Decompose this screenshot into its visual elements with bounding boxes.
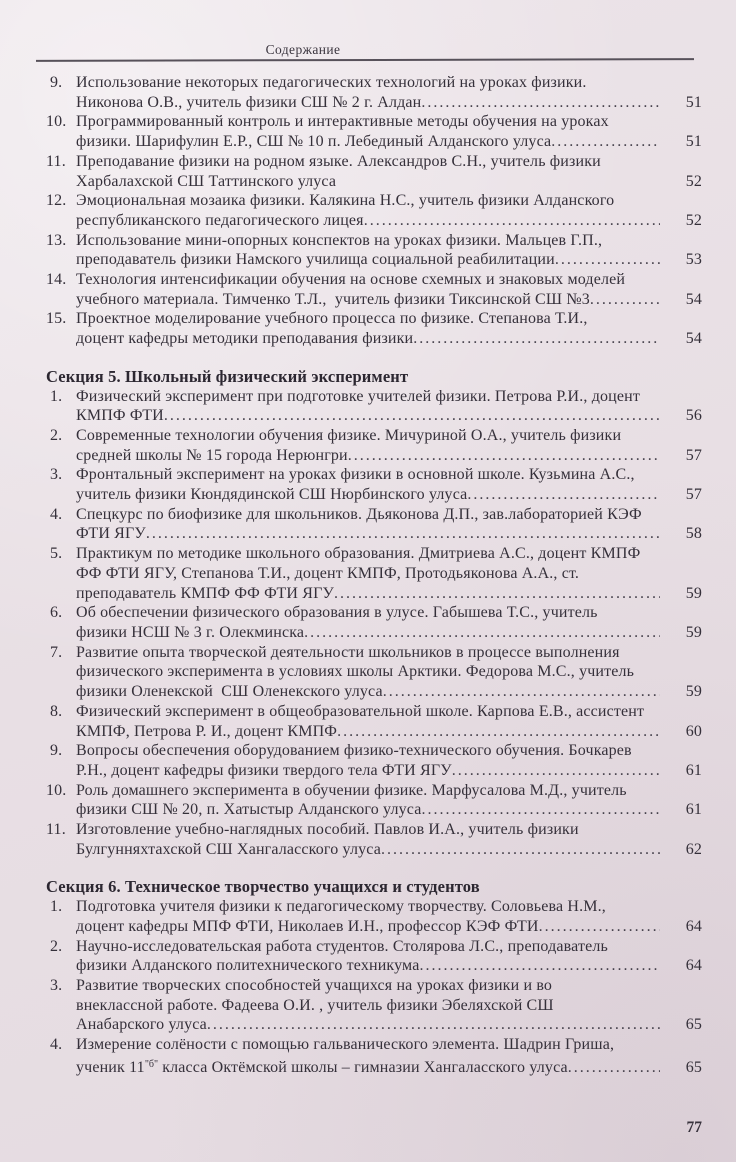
toc-entry bbox=[46, 426, 702, 465]
entry-text: учитель физики Кюндядинской СШ Нюрбинского улуса bbox=[76, 486, 468, 504]
entry-page-number: 57 bbox=[685, 446, 702, 464]
entry-number: 5. bbox=[50, 545, 63, 563]
table-of-contents bbox=[46, 66, 702, 1077]
entry-number: 13. bbox=[46, 231, 67, 249]
entry-text: КМПФ, Петрова Р. И., доцент КМПФ bbox=[76, 722, 338, 740]
toc-entry-line bbox=[76, 800, 702, 820]
section-heading: Секция 6. Техническое творчество учащихся и студентов bbox=[46, 877, 480, 897]
toc-entry-line bbox=[76, 524, 702, 544]
toc-entry bbox=[46, 309, 702, 348]
entry-text: Харбалахской СШ Таттинского улуса bbox=[76, 172, 337, 190]
entry-text: преподаватель КМПФ ФФ ФТИ ЯГУ bbox=[76, 584, 334, 602]
entry-page-number: 58 bbox=[685, 525, 702, 543]
section-heading: Секция 5. Школьный физический эксперимент bbox=[46, 366, 409, 386]
entry-text: Преподавание физики на родном языке. Александров С.Н., учитель физики bbox=[76, 152, 601, 170]
entry-page-number: 64 bbox=[685, 917, 702, 935]
entry-number: 14. bbox=[46, 271, 67, 289]
entry-text: средней школы № 15 города Нерюнгри bbox=[76, 446, 348, 464]
toc-entry bbox=[46, 505, 702, 544]
dot-leader bbox=[364, 211, 660, 231]
entry-text: Роль домашнего эксперимента в обучении физике. Марфусалова М.Д., учитель bbox=[76, 781, 627, 799]
dot-leader bbox=[304, 623, 660, 643]
dot-leader bbox=[348, 446, 660, 466]
entry-text: ФТИ ЯГУ bbox=[76, 525, 146, 543]
toc-entry-line bbox=[76, 250, 702, 270]
entry-number: 12. bbox=[46, 192, 67, 210]
entry-number: 2. bbox=[50, 426, 63, 444]
toc-entry-line bbox=[76, 231, 702, 251]
toc-entry-line bbox=[76, 112, 702, 132]
entry-page-number: 62 bbox=[685, 840, 702, 858]
toc-entry bbox=[46, 387, 702, 426]
toc-entry-line bbox=[76, 603, 702, 623]
entry-number: 11. bbox=[46, 821, 66, 839]
entry-page-number: 65 bbox=[685, 1058, 702, 1076]
entry-text: Научно-исследовательская работа студентов. Столярова Л.С., преподаватель bbox=[76, 937, 608, 955]
dot-leader bbox=[164, 406, 660, 426]
entry-number: 1. bbox=[50, 898, 63, 916]
entry-number: 9. bbox=[50, 742, 63, 760]
entry-number: 7. bbox=[50, 643, 63, 661]
entry-text: Р.Н., доцент кафедры физики твердого тела ФТИ ЯГУ bbox=[76, 761, 452, 779]
entry-page-number: 53 bbox=[685, 251, 702, 269]
entry-text: республиканского педагогического лицея bbox=[76, 211, 364, 229]
toc-entry-line bbox=[76, 387, 702, 407]
toc-entry-line bbox=[76, 820, 702, 840]
header-divider bbox=[36, 58, 694, 62]
entry-text: КМПФ ФТИ bbox=[76, 407, 164, 425]
dot-leader bbox=[421, 93, 660, 113]
entry-text: Программированный контроль и интерактивные методы обучения на уроках bbox=[76, 113, 609, 131]
toc-entry-line bbox=[76, 702, 702, 722]
dot-leader bbox=[381, 840, 660, 860]
toc-entry-line bbox=[76, 662, 702, 682]
toc-entry-line bbox=[76, 73, 702, 93]
entry-number: 11. bbox=[46, 152, 66, 170]
entry-text: Физический эксперимент при подготовке учителей физики. Петрова Р.И., доцент bbox=[76, 387, 640, 405]
toc-entry-line bbox=[76, 270, 702, 290]
toc-entry-line bbox=[76, 761, 702, 781]
toc-entry bbox=[46, 897, 702, 936]
toc-entry-line bbox=[76, 623, 702, 643]
toc-entry-line bbox=[76, 976, 702, 996]
toc-entry-line bbox=[76, 1015, 702, 1035]
toc-entry-line bbox=[76, 152, 702, 172]
dot-leader bbox=[383, 682, 660, 702]
toc-entry-line bbox=[76, 897, 702, 917]
entry-page-number: 56 bbox=[685, 407, 702, 425]
entry-page-number: 61 bbox=[685, 801, 702, 819]
entry-page-number: 52 bbox=[685, 211, 702, 229]
toc-entry-line bbox=[76, 682, 702, 702]
entry-text: доцент кафедры МПФ ФТИ, Николаев И.Н., профессор КЭФ ФТИ bbox=[76, 917, 539, 935]
entry-text: Проектное моделирование учебного процесса по физике. Степанова Т.И., bbox=[76, 310, 588, 328]
entry-text: Развитие творческих способностей учащихся на уроках физики и во bbox=[76, 976, 553, 994]
entry-number: 2. bbox=[50, 937, 63, 955]
dot-leader bbox=[590, 290, 660, 310]
entry-text: физики. Шарифулин Е.Р., СШ № 10 п. Лебединый Алданского улуса bbox=[76, 133, 552, 151]
dot-leader bbox=[413, 329, 660, 349]
entry-text: Спецкурс по биофизике для школьников. Дьяконова Д.П., зав.лабораторией КЭФ bbox=[76, 505, 642, 523]
entry-number: 9. bbox=[50, 74, 63, 91]
entry-number: 1. bbox=[50, 387, 63, 405]
entry-text: Никонова О.В., учитель физики СШ № 2 г. Алдан bbox=[76, 93, 422, 111]
toc-entry-line bbox=[76, 564, 702, 584]
entry-number: 6. bbox=[50, 604, 63, 622]
toc-entry bbox=[46, 741, 702, 780]
entry-text: Фронтальный эксперимент на уроках физики в основной школе. Кузьмина А.С., bbox=[76, 466, 635, 484]
toc-entry-line bbox=[76, 996, 702, 1016]
entry-text: физики СШ № 20, п. Хатыстыр Алданского улуса bbox=[76, 801, 422, 819]
entry-number: 4. bbox=[50, 505, 63, 523]
toc-entry-line bbox=[76, 840, 702, 860]
page-number: 77 bbox=[686, 1119, 702, 1136]
toc-entry bbox=[46, 702, 702, 741]
toc-entry-line bbox=[76, 584, 702, 604]
entry-page-number: 61 bbox=[685, 761, 702, 779]
toc-entry bbox=[46, 603, 702, 642]
entry-text: физики Алданского политехнического техникума bbox=[76, 957, 420, 975]
entry-page-number: 65 bbox=[685, 1016, 702, 1034]
entry-number: 10. bbox=[46, 781, 67, 799]
entry-text: Изготовление учебно-наглядных пособий. Павлов И.А., учитель физики bbox=[76, 821, 579, 839]
toc-entry-line bbox=[76, 544, 702, 564]
toc-entry-line bbox=[76, 1055, 702, 1078]
entry-text: внеклассной работе. Фадеева О.И. , учитель физики Эбеляхской СШ bbox=[76, 996, 554, 1014]
toc-entry bbox=[46, 643, 702, 702]
entry-text: Вопросы обеспечения оборудованием физико-технического обучения. Бочкарев bbox=[76, 742, 632, 760]
dot-leader bbox=[337, 722, 660, 742]
entry-text: ФФ ФТИ ЯГУ, Степанова Т.И., доцент КМПФ, Протодьяконова А.А., ст. bbox=[76, 564, 580, 582]
toc-entry bbox=[46, 73, 702, 112]
entry-page-number: 64 bbox=[685, 957, 702, 975]
dot-leader bbox=[146, 524, 660, 544]
toc-entry bbox=[46, 191, 702, 230]
dot-leader bbox=[467, 485, 660, 505]
toc-entry bbox=[46, 465, 702, 504]
toc-entry-line bbox=[76, 426, 702, 446]
entry-page-number: 51 bbox=[685, 133, 702, 151]
entry-text: ученик $11^{"б"}$ класса Октёмской школы – гимназии Хангаласского улуса bbox=[76, 1058, 568, 1076]
dot-leader bbox=[334, 584, 660, 604]
toc-entry-line bbox=[76, 781, 702, 801]
entry-number: 3. bbox=[50, 466, 63, 484]
dot-leader bbox=[568, 1058, 660, 1078]
toc-entry bbox=[46, 231, 702, 270]
entry-text: учебного материала. Тимченко Т.Л., учитель физики Тиксинской СШ №3 bbox=[76, 290, 590, 308]
toc-entry-line bbox=[76, 446, 702, 466]
toc-entry-line bbox=[76, 172, 702, 192]
entry-text: доцент кафедры методики преподавания физики bbox=[76, 330, 414, 348]
toc-entry-line bbox=[76, 211, 702, 231]
entry-text: преподаватель физики Намского училища социальной реабилитации bbox=[76, 251, 555, 269]
toc-entry bbox=[46, 1035, 702, 1077]
toc-entry-line bbox=[76, 956, 702, 976]
entry-number: 3. bbox=[50, 976, 63, 994]
entry-page-number: 54 bbox=[685, 290, 702, 308]
entry-text: Физический эксперимент в общеобразовательной школе. Карпова Е.В., ассистент bbox=[76, 702, 645, 720]
dot-leader bbox=[555, 250, 660, 270]
entry-text: Измерение солёности с помощью гальванического элемента. Шадрин Гриша, bbox=[76, 1036, 615, 1054]
dot-leader bbox=[421, 800, 660, 820]
dot-leader bbox=[452, 761, 660, 781]
entry-text: Развитие опыта творческой деятельности школьников в процессе выполнения bbox=[76, 643, 620, 661]
entry-page-number: 59 bbox=[685, 584, 702, 602]
toc-entry-line bbox=[76, 93, 702, 113]
toc-entry-line bbox=[76, 485, 702, 505]
page-header-title: Содержание bbox=[265, 42, 341, 57]
toc-entry-line bbox=[76, 465, 702, 485]
toc-entry bbox=[46, 820, 702, 859]
dot-leader bbox=[207, 1015, 660, 1035]
entry-text: Об обеспечении физического образования в улусе. Габышева Т.С., учитель bbox=[76, 604, 598, 622]
toc-entry bbox=[46, 937, 702, 976]
entry-page-number: 57 bbox=[685, 486, 702, 504]
entry-number: 15. bbox=[46, 310, 67, 328]
toc-entry-line bbox=[76, 132, 702, 152]
toc-entry-line bbox=[76, 191, 702, 211]
toc-entry-line bbox=[76, 309, 702, 329]
entry-text: Булгунняхтахской СШ Хангаласского улуса bbox=[76, 840, 381, 858]
entry-page-number: 59 bbox=[685, 623, 702, 641]
entry-text: Современные технологии обучения физике. Мичуриной О.А., учитель физики bbox=[76, 426, 622, 444]
entry-text: Эмоциональная мозаика физики. Калякина Н.С., учитель физики Алданского bbox=[76, 192, 615, 210]
entry-page-number: 59 bbox=[685, 683, 702, 701]
toc-entry-line bbox=[76, 329, 702, 349]
entry-text: Анабарского улуса bbox=[76, 1016, 207, 1034]
entry-number: 4. bbox=[50, 1036, 63, 1054]
toc-entry bbox=[46, 152, 702, 191]
entry-page-number: 52 bbox=[685, 172, 702, 190]
toc-entry-line bbox=[76, 741, 702, 761]
toc-entry-line bbox=[76, 643, 702, 663]
entry-text: физики НСШ № 3 г. Олекминска bbox=[76, 623, 305, 641]
entry-text: Практикум по методике школьного образования. Дмитриева А.С., доцент КМПФ bbox=[76, 545, 641, 563]
dot-leader bbox=[419, 956, 660, 976]
toc-entry bbox=[46, 112, 702, 151]
entry-number: 10. bbox=[46, 113, 67, 131]
toc-entry bbox=[46, 781, 702, 820]
entry-page-number: 51 bbox=[685, 93, 702, 111]
entry-text: физики Оленекской СШ Оленекского улуса bbox=[76, 683, 383, 701]
toc-entry-line bbox=[76, 290, 702, 310]
toc-entry bbox=[46, 544, 702, 603]
entry-text: Использование мини-опорных конспектов на уроках физики. Мальцев Г.П., bbox=[76, 231, 603, 249]
dot-leader bbox=[539, 917, 660, 937]
toc-entry-line bbox=[76, 505, 702, 525]
toc-entry-line bbox=[76, 722, 702, 742]
superscript-text: "б" bbox=[144, 1058, 159, 1070]
dot-leader bbox=[551, 132, 660, 152]
toc-entry-line bbox=[76, 937, 702, 957]
entry-text: физического эксперимента в условиях школы Арктики. Федорова М.С., учитель bbox=[76, 663, 635, 681]
entry-number: 8. bbox=[50, 702, 63, 720]
toc-entry bbox=[46, 976, 702, 1035]
toc-entry bbox=[46, 270, 702, 309]
entry-text: Технология интенсификации обучения на основе схемных и знаковых моделей bbox=[76, 271, 626, 289]
entry-text: Подготовка учителя физики к педагогическому творчеству. Соловьева Н.М., bbox=[76, 898, 606, 916]
entry-page-number: 60 bbox=[685, 722, 702, 740]
toc-entry-line bbox=[76, 917, 702, 937]
entry-page-number: 54 bbox=[685, 330, 702, 348]
toc-entry-line bbox=[76, 406, 702, 426]
entry-text: Использование некоторых педагогических технологий на уроках физики. bbox=[76, 74, 587, 91]
toc-entry-line bbox=[76, 1035, 702, 1055]
